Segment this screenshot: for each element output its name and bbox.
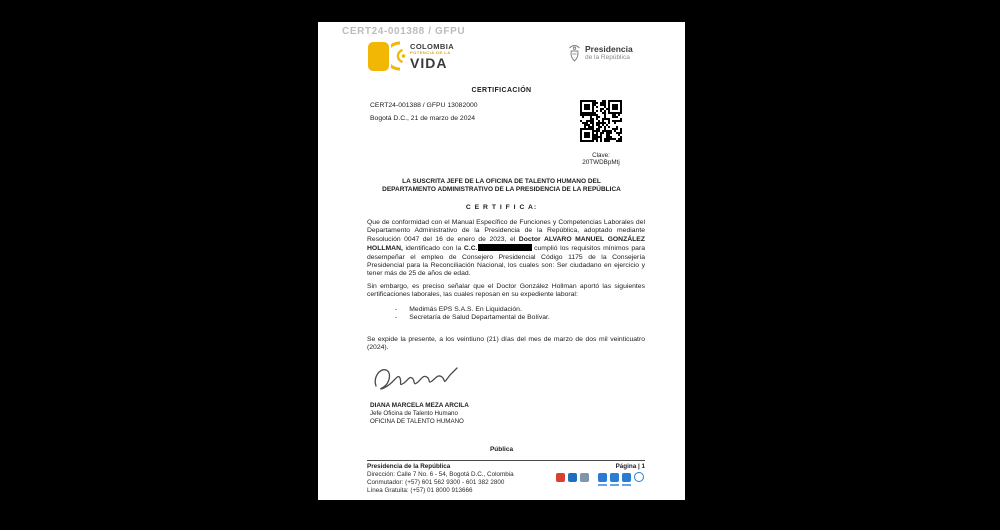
footer-divider	[367, 460, 645, 461]
signer-title: Jefe Oficina de Talento Humano	[370, 409, 458, 417]
p1-subject-name: Doctor ALVARO MANUEL GONZÁLEZ HOLLMAN,	[367, 235, 645, 253]
document-title: CERTIFICACIÓN	[471, 87, 532, 94]
qr-key-value: 20TWDBpMtj	[582, 159, 620, 166]
footer-phone: Conmutador: (+57) 601 562 9300 - 601 382 2800	[367, 479, 505, 486]
list-item	[395, 314, 550, 322]
presidencia-logo-line1: Presidencia	[585, 44, 633, 55]
footer-badge-icon	[568, 473, 577, 482]
certifications-list	[395, 306, 550, 322]
p1-text-a: Que de conformidad con el Manual Específico de Funciones y Competencias Laborales del Departamento Administrativo de la Presidencia de la República, adoptado mediante Resolución 0047 del 16 de enero de 2023, el	[367, 219, 645, 243]
issuer-heading-line1: LA SUSCRITA JEFE DE LA OFICINA DE TALENTO HUMANO DEL	[402, 178, 601, 185]
footer-ring-icon	[634, 472, 644, 482]
footer-badge-icon	[556, 473, 565, 482]
footer-badge-icon	[580, 473, 589, 482]
issuer-heading-line2: DEPARTAMENTO ADMINISTRATIVO DE LA PRESIDENCIA DE LA REPÚBLICA	[382, 186, 621, 193]
p1-text-c: identificado con la	[402, 245, 464, 253]
redacted-id-box	[478, 244, 532, 251]
presidencia-logo-text	[585, 45, 633, 62]
footer-badge-icon	[598, 473, 607, 482]
list-bullet: -	[395, 314, 398, 321]
handwritten-signature	[370, 362, 465, 396]
colombia-logo-line1: COLOMBIA	[410, 41, 455, 51]
presidencia-logo-line2: de la República	[585, 54, 630, 62]
presidencia-logo	[568, 44, 633, 63]
closing-paragraph: Se expide la presente, a los veintiuno (21) días del mes de marzo de dos mil veinticuatro (2024).	[367, 336, 645, 352]
reference-number: CERT24-001388 / GFPU 13082000	[370, 102, 478, 109]
page-number: Página | 1	[615, 463, 645, 470]
colombia-logo-text	[410, 43, 454, 70]
footer-contact-block	[367, 463, 514, 495]
signer-office: OFICINA DE TALENTO HUMANO	[370, 417, 464, 425]
footer-address: Dirección: Calle 7 No. 6 - 54, Bogotá D.C., Colombia	[367, 471, 514, 478]
colombia-vida-logo	[368, 41, 454, 71]
qr-key-label: Clave:	[592, 152, 610, 159]
footer-badges	[556, 472, 644, 482]
city-date: Bogotá D.C., 21 de marzo de 2024	[370, 115, 476, 122]
coat-of-arms-icon	[568, 44, 581, 63]
issuer-heading	[348, 178, 655, 194]
colombia-logo-line2: POTENCIA DE LA	[410, 50, 451, 55]
footer-badge-icon	[622, 473, 631, 482]
colombia-logo-square	[368, 42, 389, 71]
signer-name: DIANA MARCELA MEZA ARCILA	[370, 402, 469, 409]
body-paragraph-1	[367, 219, 645, 279]
list-item-text: Secretaría de Salud Departamental de Bolívar.	[409, 314, 550, 321]
qr-code	[578, 98, 624, 144]
certifica-heading: C E R T I F I C A:	[465, 204, 538, 211]
footer-badge-icon	[610, 473, 619, 482]
classification-label: Pública	[489, 446, 514, 453]
list-bullet: -	[395, 306, 398, 313]
p1-cc-label: C.C.	[463, 245, 478, 253]
p1-text-e: cumplió los requisitos mínimos para desempeñar el empleo de Consejero Presidencial Código 1175 de la Consejería Presidencial para la Reconciliación Nacional, los cuales son: Ser ciudadano en ejercicio y tener más de 25 de años de edad.	[367, 245, 645, 278]
certificate-page	[318, 22, 685, 500]
signer-block	[370, 402, 469, 425]
qr-block	[576, 98, 626, 166]
watermark-reference: CERT24-001388 / GFPU	[342, 26, 466, 37]
colombia-logo-arcs-icon	[391, 41, 406, 71]
list-item	[395, 306, 550, 314]
footer-tollfree: Línea Gratuita: (+57) 01 8000 913666	[367, 487, 473, 494]
colombia-logo-line3: VIDA	[410, 54, 448, 71]
footer-entity: Presidencia de la República	[367, 463, 451, 470]
list-item-text: Medimás EPS S.A.S. En Liquidación.	[409, 306, 522, 313]
body-paragraph-2: Sin embargo, es preciso señalar que el Doctor González Hollman aportó las siguientes certificaciones laborales, las cuales reposan en su expediente laboral:	[367, 283, 645, 299]
